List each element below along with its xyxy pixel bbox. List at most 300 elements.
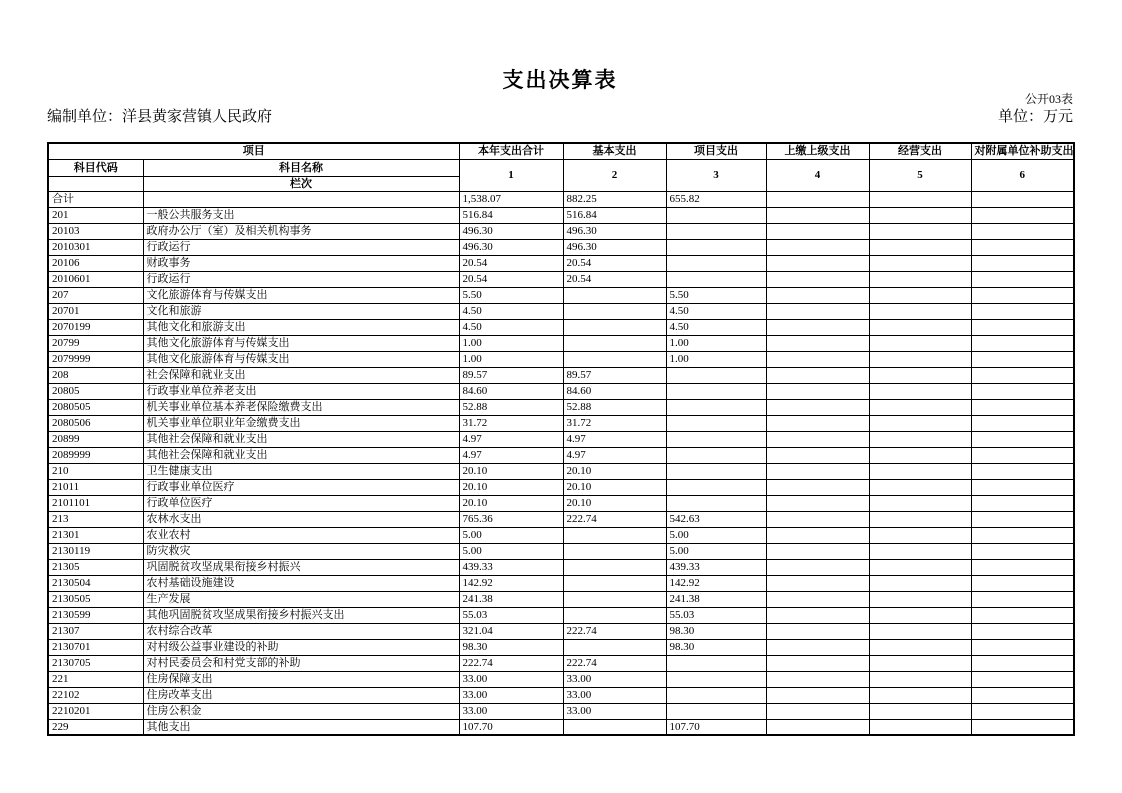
value-cell-6 bbox=[971, 655, 1074, 671]
value-cell-1: 33.00 bbox=[459, 671, 563, 687]
table-row bbox=[48, 527, 1074, 543]
value-cell-6 bbox=[971, 607, 1074, 623]
value-cell-4 bbox=[766, 255, 869, 271]
value-cell-6 bbox=[971, 543, 1074, 559]
value-cell-3: 142.92 bbox=[666, 575, 766, 591]
table-row bbox=[48, 623, 1074, 639]
value-cell-1: 33.00 bbox=[459, 703, 563, 719]
value-cell-6 bbox=[971, 559, 1074, 575]
subject-name-cell: 农村综合改革 bbox=[143, 623, 459, 639]
value-cell-4 bbox=[766, 479, 869, 495]
table-row bbox=[48, 463, 1074, 479]
value-cell-1: 5.50 bbox=[459, 287, 563, 303]
table-header bbox=[48, 143, 1074, 191]
value-cell-4 bbox=[766, 223, 869, 239]
subject-code-cell: 2080506 bbox=[48, 415, 143, 431]
value-cell-6 bbox=[971, 687, 1074, 703]
table-row bbox=[48, 335, 1074, 351]
unit-label: 单位：万元 bbox=[997, 109, 1073, 125]
subject-code-cell: 22102 bbox=[48, 687, 143, 703]
value-cell-5 bbox=[869, 319, 971, 335]
value-cell-6 bbox=[971, 223, 1074, 239]
header-row-2 bbox=[48, 159, 1074, 176]
value-cell-6 bbox=[971, 303, 1074, 319]
value-cell-4 bbox=[766, 639, 869, 655]
subject-code-cell: 2130119 bbox=[48, 543, 143, 559]
value-cell-5 bbox=[869, 479, 971, 495]
value-cell-6 bbox=[971, 319, 1074, 335]
value-cell-5 bbox=[869, 223, 971, 239]
table-row bbox=[48, 383, 1074, 399]
table-row bbox=[48, 415, 1074, 431]
subject-code-cell: 20701 bbox=[48, 303, 143, 319]
table-row bbox=[48, 639, 1074, 655]
value-cell-2: 20.54 bbox=[563, 255, 666, 271]
subject-code-cell: 229 bbox=[48, 719, 143, 735]
value-cell-3: 1.00 bbox=[666, 335, 766, 351]
table-row bbox=[48, 255, 1074, 271]
value-cell-3 bbox=[666, 655, 766, 671]
value-cell-2: 89.57 bbox=[563, 367, 666, 383]
header-colnum-6: 6 bbox=[971, 159, 1074, 191]
value-cell-1: 4.97 bbox=[459, 447, 563, 463]
value-cell-4 bbox=[766, 463, 869, 479]
subject-name-cell: 行政运行 bbox=[143, 239, 459, 255]
value-cell-5 bbox=[869, 703, 971, 719]
value-cell-3 bbox=[666, 447, 766, 463]
value-cell-2: 84.60 bbox=[563, 383, 666, 399]
value-cell-5 bbox=[869, 623, 971, 639]
subject-code-cell: 2070199 bbox=[48, 319, 143, 335]
value-cell-1: 31.72 bbox=[459, 415, 563, 431]
value-cell-1: 5.00 bbox=[459, 527, 563, 543]
value-cell-5 bbox=[869, 239, 971, 255]
expenditure-table bbox=[47, 142, 1075, 736]
value-cell-5 bbox=[869, 495, 971, 511]
subject-code-cell: 2130505 bbox=[48, 591, 143, 607]
value-cell-2: 20.54 bbox=[563, 271, 666, 287]
subject-code-cell: 21307 bbox=[48, 623, 143, 639]
subject-code-cell: 21301 bbox=[48, 527, 143, 543]
value-cell-1: 55.03 bbox=[459, 607, 563, 623]
value-cell-6 bbox=[971, 415, 1074, 431]
table-row bbox=[48, 431, 1074, 447]
value-cell-2: 33.00 bbox=[563, 687, 666, 703]
subject-name-cell: 其他社会保障和就业支出 bbox=[143, 431, 459, 447]
subject-name-cell: 文化和旅游 bbox=[143, 303, 459, 319]
value-cell-3: 55.03 bbox=[666, 607, 766, 623]
value-cell-3 bbox=[666, 255, 766, 271]
value-cell-4 bbox=[766, 447, 869, 463]
value-cell-5 bbox=[869, 607, 971, 623]
value-cell-6 bbox=[971, 495, 1074, 511]
subject-code-cell: 207 bbox=[48, 287, 143, 303]
table-row bbox=[48, 351, 1074, 367]
subject-name-cell: 防灾救灾 bbox=[143, 543, 459, 559]
value-cell-2: 222.74 bbox=[563, 511, 666, 527]
value-cell-2: 882.25 bbox=[563, 191, 666, 207]
subject-name-cell: 农业农村 bbox=[143, 527, 459, 543]
value-cell-1: 84.60 bbox=[459, 383, 563, 399]
value-cell-1: 5.00 bbox=[459, 543, 563, 559]
value-cell-6 bbox=[971, 367, 1074, 383]
value-cell-4 bbox=[766, 399, 869, 415]
value-cell-3 bbox=[666, 223, 766, 239]
value-cell-5 bbox=[869, 719, 971, 735]
value-cell-5 bbox=[869, 591, 971, 607]
value-cell-4 bbox=[766, 351, 869, 367]
value-cell-2: 31.72 bbox=[563, 415, 666, 431]
value-cell-3 bbox=[666, 703, 766, 719]
value-cell-6 bbox=[971, 671, 1074, 687]
subject-name-cell: 财政事务 bbox=[143, 255, 459, 271]
subject-code-cell: 21305 bbox=[48, 559, 143, 575]
value-cell-5 bbox=[869, 527, 971, 543]
value-cell-4 bbox=[766, 303, 869, 319]
value-cell-6 bbox=[971, 383, 1074, 399]
value-cell-3: 4.50 bbox=[666, 319, 766, 335]
header-col-project-exp: 项目支出 bbox=[666, 143, 766, 159]
table-row bbox=[48, 207, 1074, 223]
value-cell-2: 33.00 bbox=[563, 703, 666, 719]
subject-name-cell: 巩固脱贫攻坚成果衔接乡村振兴 bbox=[143, 559, 459, 575]
value-cell-2: 496.30 bbox=[563, 223, 666, 239]
value-cell-4 bbox=[766, 415, 869, 431]
value-cell-4 bbox=[766, 559, 869, 575]
table-row bbox=[48, 479, 1074, 495]
value-cell-2 bbox=[563, 719, 666, 735]
value-cell-6 bbox=[971, 623, 1074, 639]
subject-name-cell: 行政事业单位养老支出 bbox=[143, 383, 459, 399]
value-cell-3 bbox=[666, 415, 766, 431]
value-cell-5 bbox=[869, 367, 971, 383]
value-cell-6 bbox=[971, 287, 1074, 303]
subject-code-cell: 221 bbox=[48, 671, 143, 687]
value-cell-5 bbox=[869, 383, 971, 399]
value-cell-4 bbox=[766, 287, 869, 303]
header-colnum-1: 1 bbox=[459, 159, 563, 191]
subject-code-cell: 2010601 bbox=[48, 271, 143, 287]
value-cell-3 bbox=[666, 399, 766, 415]
subject-code-cell: 210 bbox=[48, 463, 143, 479]
meta-row bbox=[47, 108, 1073, 127]
subject-name-cell: 其他支出 bbox=[143, 719, 459, 735]
subject-name-cell: 生产发展 bbox=[143, 591, 459, 607]
value-cell-2 bbox=[563, 639, 666, 655]
value-cell-4 bbox=[766, 207, 869, 223]
header-project: 项目 bbox=[48, 143, 459, 159]
subject-name-cell: 机关事业单位职业年金缴费支出 bbox=[143, 415, 459, 431]
subject-name-cell: 住房保障支出 bbox=[143, 671, 459, 687]
value-cell-1: 516.84 bbox=[459, 207, 563, 223]
table-row bbox=[48, 495, 1074, 511]
value-cell-6 bbox=[971, 511, 1074, 527]
header-col-subsidy: 对附属单位补助支出 bbox=[971, 143, 1074, 159]
value-cell-4 bbox=[766, 527, 869, 543]
value-cell-4 bbox=[766, 687, 869, 703]
value-cell-1: 321.04 bbox=[459, 623, 563, 639]
value-cell-6 bbox=[971, 191, 1074, 207]
value-cell-3: 4.50 bbox=[666, 303, 766, 319]
page-title: 支出决算表 bbox=[502, 68, 618, 92]
value-cell-1: 222.74 bbox=[459, 655, 563, 671]
value-cell-2: 516.84 bbox=[563, 207, 666, 223]
value-cell-6 bbox=[971, 447, 1074, 463]
table-row bbox=[48, 271, 1074, 287]
value-cell-5 bbox=[869, 671, 971, 687]
subject-code-cell: 2130599 bbox=[48, 607, 143, 623]
value-cell-3: 439.33 bbox=[666, 559, 766, 575]
value-cell-1: 439.33 bbox=[459, 559, 563, 575]
subject-name-cell: 其他文化旅游体育与传媒支出 bbox=[143, 335, 459, 351]
value-cell-1: 496.30 bbox=[459, 223, 563, 239]
subject-name-cell: 对村民委员会和村党支部的补助 bbox=[143, 655, 459, 671]
value-cell-2: 222.74 bbox=[563, 623, 666, 639]
value-cell-5 bbox=[869, 639, 971, 655]
table-row bbox=[48, 239, 1074, 255]
value-cell-6 bbox=[971, 351, 1074, 367]
value-cell-2: 20.10 bbox=[563, 463, 666, 479]
table-body bbox=[48, 191, 1074, 735]
value-cell-3: 5.00 bbox=[666, 543, 766, 559]
value-cell-1: 20.54 bbox=[459, 255, 563, 271]
value-cell-6 bbox=[971, 463, 1074, 479]
value-cell-3: 5.00 bbox=[666, 527, 766, 543]
value-cell-1: 241.38 bbox=[459, 591, 563, 607]
value-cell-5 bbox=[869, 559, 971, 575]
value-cell-4 bbox=[766, 543, 869, 559]
value-cell-2 bbox=[563, 335, 666, 351]
value-cell-4 bbox=[766, 367, 869, 383]
value-cell-4 bbox=[766, 495, 869, 511]
value-cell-6 bbox=[971, 575, 1074, 591]
table-row bbox=[48, 559, 1074, 575]
value-cell-1: 496.30 bbox=[459, 239, 563, 255]
table-row bbox=[48, 367, 1074, 383]
subject-code-cell: 2079999 bbox=[48, 351, 143, 367]
value-cell-3: 107.70 bbox=[666, 719, 766, 735]
value-cell-5 bbox=[869, 687, 971, 703]
value-cell-1: 4.50 bbox=[459, 319, 563, 335]
subject-code-cell: 2130504 bbox=[48, 575, 143, 591]
subject-name-cell: 政府办公厅（室）及相关机构事务 bbox=[143, 223, 459, 239]
value-cell-2 bbox=[563, 303, 666, 319]
subject-code-cell: 2210201 bbox=[48, 703, 143, 719]
subject-name-cell: 行政运行 bbox=[143, 271, 459, 287]
subject-code-cell: 208 bbox=[48, 367, 143, 383]
header-col-operating: 经营支出 bbox=[869, 143, 971, 159]
value-cell-3: 655.82 bbox=[666, 191, 766, 207]
value-cell-2 bbox=[563, 319, 666, 335]
subject-code-cell: 20805 bbox=[48, 383, 143, 399]
subject-code-cell: 213 bbox=[48, 511, 143, 527]
header-code-empty-cell bbox=[48, 176, 143, 191]
header-colnum-4: 4 bbox=[766, 159, 869, 191]
value-cell-4 bbox=[766, 607, 869, 623]
value-cell-6 bbox=[971, 271, 1074, 287]
value-cell-6 bbox=[971, 527, 1074, 543]
table-row bbox=[48, 191, 1074, 207]
value-cell-5 bbox=[869, 415, 971, 431]
subject-code-cell: 2101101 bbox=[48, 495, 143, 511]
subject-name-cell: 其他社会保障和就业支出 bbox=[143, 447, 459, 463]
value-cell-3 bbox=[666, 463, 766, 479]
value-cell-6 bbox=[971, 399, 1074, 415]
value-cell-4 bbox=[766, 719, 869, 735]
value-cell-4 bbox=[766, 335, 869, 351]
subject-name-cell bbox=[143, 191, 459, 207]
table-row bbox=[48, 287, 1074, 303]
value-cell-4 bbox=[766, 319, 869, 335]
value-cell-1: 4.50 bbox=[459, 303, 563, 319]
subject-code-cell: 2080505 bbox=[48, 399, 143, 415]
value-cell-3 bbox=[666, 207, 766, 223]
value-cell-5 bbox=[869, 447, 971, 463]
value-cell-6 bbox=[971, 591, 1074, 607]
value-cell-4 bbox=[766, 575, 869, 591]
value-cell-4 bbox=[766, 191, 869, 207]
value-cell-2: 4.97 bbox=[563, 447, 666, 463]
value-cell-4 bbox=[766, 591, 869, 607]
value-cell-3: 542.63 bbox=[666, 511, 766, 527]
value-cell-1: 98.30 bbox=[459, 639, 563, 655]
value-cell-1: 142.92 bbox=[459, 575, 563, 591]
table-row bbox=[48, 319, 1074, 335]
subject-name-cell: 农村基础设施建设 bbox=[143, 575, 459, 591]
value-cell-2 bbox=[563, 543, 666, 559]
subject-name-cell: 其他文化旅游体育与传媒支出 bbox=[143, 351, 459, 367]
value-cell-4 bbox=[766, 703, 869, 719]
subject-code-cell: 21011 bbox=[48, 479, 143, 495]
value-cell-6 bbox=[971, 335, 1074, 351]
table-row bbox=[48, 671, 1074, 687]
value-cell-5 bbox=[869, 511, 971, 527]
table-number-label: 公开03表 bbox=[1024, 92, 1073, 106]
value-cell-5 bbox=[869, 271, 971, 287]
value-cell-4 bbox=[766, 383, 869, 399]
value-cell-4 bbox=[766, 239, 869, 255]
value-cell-4 bbox=[766, 511, 869, 527]
value-cell-3: 241.38 bbox=[666, 591, 766, 607]
value-cell-2 bbox=[563, 287, 666, 303]
subject-name-cell: 行政事业单位医疗 bbox=[143, 479, 459, 495]
value-cell-4 bbox=[766, 271, 869, 287]
subject-name-cell: 文化旅游体育与传媒支出 bbox=[143, 287, 459, 303]
header-colnum-5: 5 bbox=[869, 159, 971, 191]
value-cell-1: 20.10 bbox=[459, 495, 563, 511]
value-cell-6 bbox=[971, 703, 1074, 719]
value-cell-1: 20.54 bbox=[459, 271, 563, 287]
table-row bbox=[48, 703, 1074, 719]
value-cell-2 bbox=[563, 559, 666, 575]
table-row bbox=[48, 399, 1074, 415]
prepared-by-label: 编制单位：洋县黄家营镇人民政府 bbox=[47, 109, 273, 125]
subject-code-cell: 2130701 bbox=[48, 639, 143, 655]
value-cell-1: 107.70 bbox=[459, 719, 563, 735]
table-row bbox=[48, 687, 1074, 703]
value-cell-6 bbox=[971, 431, 1074, 447]
value-cell-4 bbox=[766, 623, 869, 639]
value-cell-2: 33.00 bbox=[563, 671, 666, 687]
value-cell-5 bbox=[869, 303, 971, 319]
value-cell-1: 52.88 bbox=[459, 399, 563, 415]
subject-code-cell: 20106 bbox=[48, 255, 143, 271]
header-col-upturn: 上缴上级支出 bbox=[766, 143, 869, 159]
subject-code-cell: 20103 bbox=[48, 223, 143, 239]
report-page bbox=[47, 0, 1073, 736]
value-cell-1: 33.00 bbox=[459, 687, 563, 703]
value-cell-5 bbox=[869, 207, 971, 223]
header-subject-name: 科目名称 bbox=[143, 159, 459, 176]
value-cell-6 bbox=[971, 639, 1074, 655]
value-cell-2: 20.10 bbox=[563, 495, 666, 511]
value-cell-3 bbox=[666, 367, 766, 383]
table-row bbox=[48, 447, 1074, 463]
value-cell-6 bbox=[971, 207, 1074, 223]
value-cell-5 bbox=[869, 191, 971, 207]
value-cell-5 bbox=[869, 255, 971, 271]
value-cell-1: 1.00 bbox=[459, 335, 563, 351]
value-cell-3 bbox=[666, 383, 766, 399]
value-cell-3: 5.50 bbox=[666, 287, 766, 303]
table-row bbox=[48, 719, 1074, 735]
value-cell-4 bbox=[766, 671, 869, 687]
value-cell-3 bbox=[666, 671, 766, 687]
value-cell-2: 52.88 bbox=[563, 399, 666, 415]
subject-name-cell: 对村级公益事业建设的补助 bbox=[143, 639, 459, 655]
subject-name-cell: 一般公共服务支出 bbox=[143, 207, 459, 223]
subject-name-cell: 卫生健康支出 bbox=[143, 463, 459, 479]
header-col-current-total: 本年支出合计 bbox=[459, 143, 563, 159]
value-cell-3: 98.30 bbox=[666, 623, 766, 639]
value-cell-5 bbox=[869, 575, 971, 591]
value-cell-5 bbox=[869, 399, 971, 415]
value-cell-5 bbox=[869, 287, 971, 303]
value-cell-2: 496.30 bbox=[563, 239, 666, 255]
value-cell-4 bbox=[766, 655, 869, 671]
value-cell-5 bbox=[869, 335, 971, 351]
value-cell-3 bbox=[666, 239, 766, 255]
subject-name-cell: 住房改革支出 bbox=[143, 687, 459, 703]
value-cell-5 bbox=[869, 543, 971, 559]
value-cell-6 bbox=[971, 239, 1074, 255]
table-row bbox=[48, 655, 1074, 671]
subject-name-cell: 机关事业单位基本养老保险缴费支出 bbox=[143, 399, 459, 415]
value-cell-2 bbox=[563, 575, 666, 591]
value-cell-2: 4.97 bbox=[563, 431, 666, 447]
table-row bbox=[48, 591, 1074, 607]
value-cell-3: 1.00 bbox=[666, 351, 766, 367]
subject-code-cell: 20799 bbox=[48, 335, 143, 351]
table-row bbox=[48, 303, 1074, 319]
header-colnum-3: 3 bbox=[666, 159, 766, 191]
value-cell-5 bbox=[869, 431, 971, 447]
header-row-1 bbox=[48, 143, 1074, 159]
table-row bbox=[48, 543, 1074, 559]
subject-name-cell: 社会保障和就业支出 bbox=[143, 367, 459, 383]
subject-name-cell: 行政单位医疗 bbox=[143, 495, 459, 511]
subject-code-cell: 合计 bbox=[48, 191, 143, 207]
subject-name-cell: 住房公积金 bbox=[143, 703, 459, 719]
subject-name-cell: 其他文化和旅游支出 bbox=[143, 319, 459, 335]
value-cell-3: 98.30 bbox=[666, 639, 766, 655]
header-subject-code: 科目代码 bbox=[48, 159, 143, 176]
header-col-basic: 基本支出 bbox=[563, 143, 666, 159]
value-cell-6 bbox=[971, 479, 1074, 495]
value-cell-3 bbox=[666, 479, 766, 495]
value-cell-6 bbox=[971, 255, 1074, 271]
value-cell-3 bbox=[666, 687, 766, 703]
